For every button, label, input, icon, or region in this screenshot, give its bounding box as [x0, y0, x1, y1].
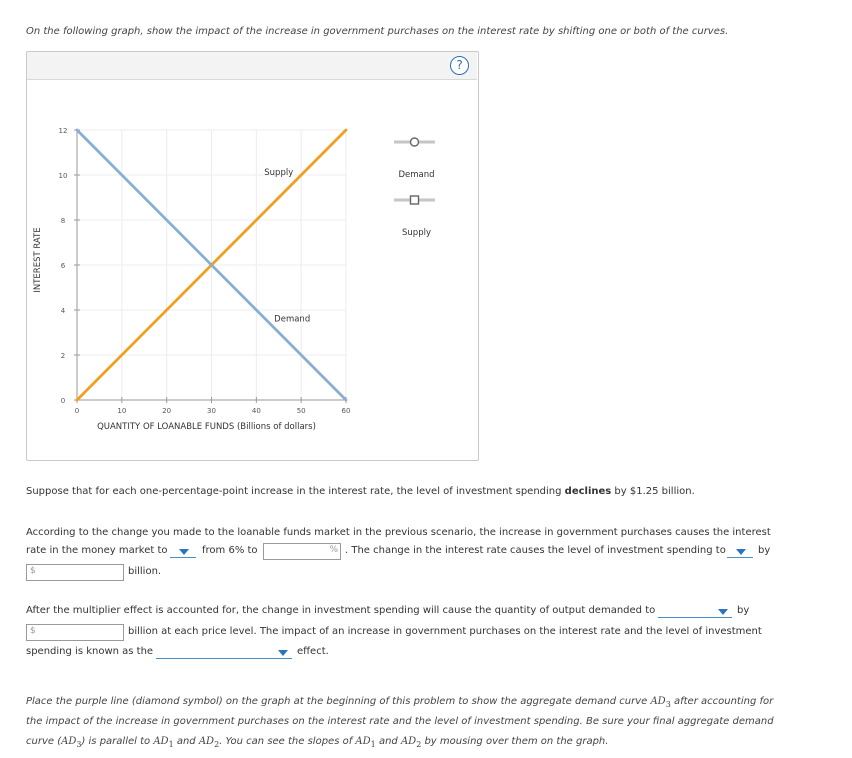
- p4-l3a: curve (: [26, 736, 62, 747]
- legend-label: Demand: [398, 170, 435, 180]
- ad-sub: 2: [416, 740, 422, 749]
- p4-l1b: after accounting for: [670, 696, 774, 707]
- y-tick-label: 12: [58, 127, 68, 135]
- p4-l3c: and: [173, 736, 199, 747]
- ad-sub: 1: [370, 740, 376, 749]
- p2-from-text: from 6% to: [202, 545, 258, 556]
- effect-name-dropdown[interactable]: [156, 646, 292, 659]
- x-tick-label: 50: [296, 407, 306, 415]
- output-change-input[interactable]: [26, 624, 124, 641]
- chevron-down-icon: [718, 609, 728, 615]
- ad2-symbol: [401, 736, 421, 747]
- p1-post: by $1.25 billion.: [611, 486, 695, 497]
- loanable-funds-graph[interactable]: [26, 80, 477, 458]
- ad3-symbol: [650, 696, 670, 707]
- p2-by-text: by: [758, 545, 771, 556]
- ad1-symbol: [355, 736, 375, 747]
- ad-text: AD: [400, 736, 417, 747]
- graph-panel-header: [27, 52, 477, 80]
- ad-text: AD: [153, 736, 169, 747]
- p2-line1: According to the change you made to the loanable funds market in the previous scenario, the increase in government purchases causes the interest: [26, 527, 771, 538]
- p2-rate-text: rate in the money market to: [26, 545, 168, 556]
- chevron-down-icon: [736, 549, 746, 555]
- ad3-sub: 3: [665, 700, 671, 709]
- legend-circle-marker[interactable]: [411, 138, 419, 146]
- dollar-label: $: [30, 566, 36, 576]
- x-tick-label: 30: [207, 407, 216, 415]
- help-icon[interactable]: ?: [450, 56, 469, 75]
- ad-text: AD: [355, 736, 371, 747]
- y-axis-label: INTEREST RATE: [33, 227, 43, 293]
- p4-l3f: by mousing over them on the graph.: [421, 736, 609, 747]
- p3-effect-text: effect.: [297, 646, 329, 657]
- instructions-text: On the following graph, show the impact of the increase in government purchases on the interest rate by shifting one or both of the curves.: [26, 26, 729, 37]
- p3-known-text: spending is known as the: [26, 646, 154, 657]
- p3-line2: billion at each price level. The impact of an increase in government purchases on the interest rate and the level of investment: [128, 626, 762, 637]
- ad-sub: 2: [214, 740, 220, 749]
- demand-curve-label: Demand: [274, 314, 311, 325]
- x-tick-label: 20: [162, 407, 172, 415]
- p1-pre: Suppose that for each one-percentage-point increase in the interest rate, the level of investment spending: [26, 486, 565, 497]
- ad-sub: 1: [168, 740, 174, 749]
- y-tick-label: 4: [60, 307, 66, 315]
- ad-sub: 3: [76, 740, 82, 749]
- y-tick-label: 10: [58, 172, 68, 180]
- p2-billion-text: billion.: [128, 566, 162, 577]
- x-tick-label: 40: [251, 407, 261, 415]
- output-direction-dropdown[interactable]: [658, 605, 732, 618]
- legend[interactable]: [394, 138, 435, 238]
- p4-line2: the impact of the increase in government purchases on the interest rate and the level of investment spending. Be sure your final aggregate demand: [26, 716, 774, 727]
- p4-l3e: and: [375, 736, 401, 747]
- ad-text: AD: [61, 736, 77, 747]
- y-tick-label: 8: [60, 217, 66, 225]
- x-tick-label: 60: [341, 407, 351, 415]
- chevron-down-icon: [278, 650, 288, 656]
- y-tick-label: 2: [60, 352, 66, 360]
- p4-line1: [26, 696, 773, 709]
- p4-l1a: Place the purple line (diamond symbol) on the graph at the beginning of this problem to show the aggregate demand curve: [26, 696, 651, 707]
- ad1-symbol: [153, 736, 173, 747]
- x-tick-label: 10: [117, 407, 127, 415]
- y-tick-label: 6: [60, 262, 66, 270]
- investment-direction-dropdown[interactable]: [727, 545, 753, 558]
- legend-label: Supply: [402, 228, 431, 238]
- investment-change-input[interactable]: [26, 564, 124, 581]
- x-tick-label: 0: [74, 407, 80, 415]
- y-tick-label: 0: [60, 397, 66, 405]
- rate-direction-dropdown[interactable]: [170, 545, 196, 558]
- p1-bold: declines: [564, 486, 612, 497]
- p2-change-text: . The change in the interest rate causes the level of investment spending to: [345, 545, 726, 556]
- chevron-down-icon: [179, 549, 189, 555]
- p4-line3: [26, 736, 608, 749]
- percent-label: %: [329, 545, 338, 555]
- ad-text: AD: [198, 736, 215, 747]
- dollar-label: $: [30, 626, 36, 636]
- p4-l3b: ) is parallel to: [81, 736, 154, 747]
- p3-line1: After the multiplier effect is accounted for, the change in investment spending will cause the quantity of output demanded to: [26, 605, 656, 616]
- p4-l3d: . You can see the slopes of: [219, 736, 356, 747]
- ad2-symbol: [199, 736, 219, 747]
- legend-square-marker[interactable]: [411, 196, 419, 204]
- x-axis-label: QUANTITY OF LOANABLE FUNDS (Billions of dollars): [97, 422, 316, 432]
- ad3-symbol: [61, 736, 81, 747]
- ad3-text: AD: [650, 696, 666, 707]
- new-interest-rate-input[interactable]: [263, 543, 341, 560]
- paragraph-1: [26, 486, 695, 497]
- supply-curve-label: Supply: [264, 168, 294, 178]
- p3-by-text: by: [737, 605, 750, 616]
